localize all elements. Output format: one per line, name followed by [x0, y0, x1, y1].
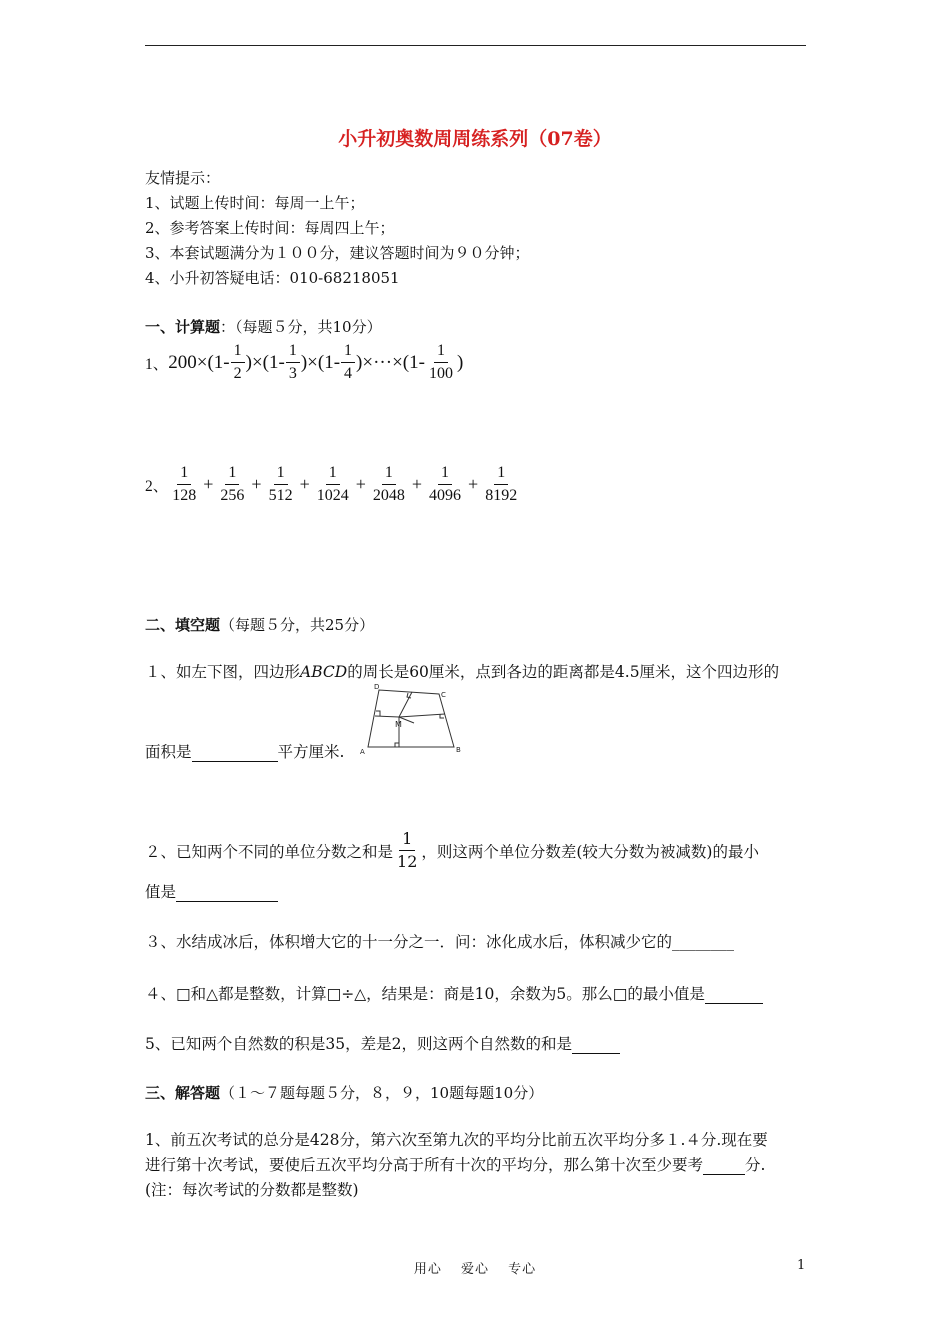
fraction: $\frac{1}{512}$: [268, 464, 293, 504]
fill-question-4: ４、□和△都是整数，计算□÷△，结果是：商是10，余数为5。那么□的最小值是: [145, 982, 763, 1004]
answer-blank[interactable]: [176, 885, 278, 902]
plus-sign: +: [411, 474, 423, 494]
vertex-label-a: A: [360, 748, 365, 756]
section-note: ：（每题５分，共10分）: [220, 318, 382, 336]
plus-sign: +: [203, 474, 214, 494]
quadrilateral-figure: [360, 680, 465, 756]
expr-text: 200×(1-: [168, 351, 230, 373]
question-number: 2、: [145, 477, 169, 495]
fraction: $\frac{1}{100}$: [428, 342, 453, 382]
fill-question-5: 5、已知两个自然数的积是35，差是2，则这两个自然数的和是: [145, 1032, 620, 1054]
section-label: 一、计算题: [145, 318, 221, 336]
fraction: $\frac{1}{4096}$: [429, 464, 462, 504]
quad-name: ABCD: [300, 663, 348, 681]
section-note: （１～７题每题５分，８，９，10题每题10分）: [220, 1084, 544, 1102]
section-heading-calc: [145, 316, 382, 337]
solve-question-1-note: (注：每次考试的分数都是整数): [145, 1181, 359, 1199]
section-label: 二、填空题: [145, 616, 221, 634]
page-number: 1: [797, 1258, 806, 1273]
section-heading-solve: [145, 1082, 543, 1103]
point-label-m: M: [395, 720, 402, 729]
fill-question-1-line2: 面积是 平方厘米.: [145, 743, 345, 761]
fraction: $\frac{1}{12}$: [397, 829, 418, 871]
fraction: $\frac{1}{128}$: [172, 464, 197, 504]
tip-item: 3、本套试题满分为１００分，建议答题时间为９０分钟；: [145, 244, 530, 262]
fill-question-2-line1: ２、已知两个不同的单位分数之和是 $\frac{1}{12}$ ，则这两个单位分数差(较大分数为被减数)的最小: [145, 829, 759, 871]
fraction: $\frac{1}{2}$: [231, 340, 245, 385]
page-title: 小升初奥数周周练系列（07卷）: [338, 128, 612, 150]
answer-blank[interactable]: [192, 745, 278, 762]
fraction: $\frac{1}{3}$: [286, 340, 300, 385]
tips-heading: 友情提示：: [145, 169, 221, 187]
answer-blank[interactable]: [572, 1037, 620, 1054]
fraction: $\frac{1}{4}$: [341, 340, 355, 385]
plus-sign: +: [251, 474, 262, 494]
vertex-label-d: D: [374, 683, 380, 691]
tip-item: 1、试题上传时间：每周一上午；: [145, 194, 365, 212]
expr-text: ): [456, 351, 464, 373]
section-heading-fill: [145, 614, 374, 635]
fill-question-2-line2: 值是: [145, 880, 278, 902]
calc-question-2: [145, 462, 521, 507]
answer-blank[interactable]: [705, 987, 763, 1004]
expr-text: )×(1-: [300, 351, 341, 373]
fill-question-3: ３、水结成冰后，体积增大它的十一分之一．问：冰化成水后，体积减少它的________: [145, 933, 735, 951]
expr-text: )×(1-: [245, 351, 285, 373]
solve-question-1-line1: 1、前五次考试的总分是428分，第六次至第九次的平均分比前五次平均分多１.４分.现在要: [145, 1131, 768, 1149]
calc-question-1: [145, 340, 463, 385]
tip-item: 2、参考答案上传时间：每周四上午；: [145, 219, 395, 237]
fraction: $\frac{1}{1024}$: [316, 464, 349, 504]
fraction: $\frac{1}{2048}$: [372, 464, 405, 504]
footer-motto: 用心 爱心 专心: [413, 1262, 537, 1277]
solve-question-1-line2: 进行第十次考试，要使后五次平均分高于所有十次的平均分，那么第十次至少要考 分.: [145, 1156, 766, 1174]
plus-sign: +: [299, 474, 310, 494]
vertex-label-b: B: [456, 746, 461, 754]
fill-question-1-line1: １、如左下图，四边形ABCD的周长是60厘米，点到各边的距离都是4.5厘米，这个四边形的: [145, 663, 780, 681]
section-label: 三、解答题: [145, 1084, 221, 1102]
fraction: $\frac{1}{256}$: [220, 464, 245, 504]
section-note: （每题５分，共25分）: [220, 616, 375, 634]
plus-sign: +: [468, 474, 479, 494]
vertex-label-c: C: [441, 691, 446, 699]
plus-sign: +: [355, 474, 366, 494]
expr-text: )×···×(1-: [356, 351, 425, 373]
fraction: $\frac{1}{8192}$: [485, 464, 518, 504]
header-rule: [145, 45, 806, 46]
question-number: 1、: [145, 355, 169, 373]
tip-item: 4、小升初答疑电话：010-68218051: [145, 269, 400, 287]
answer-blank[interactable]: [703, 1158, 745, 1175]
